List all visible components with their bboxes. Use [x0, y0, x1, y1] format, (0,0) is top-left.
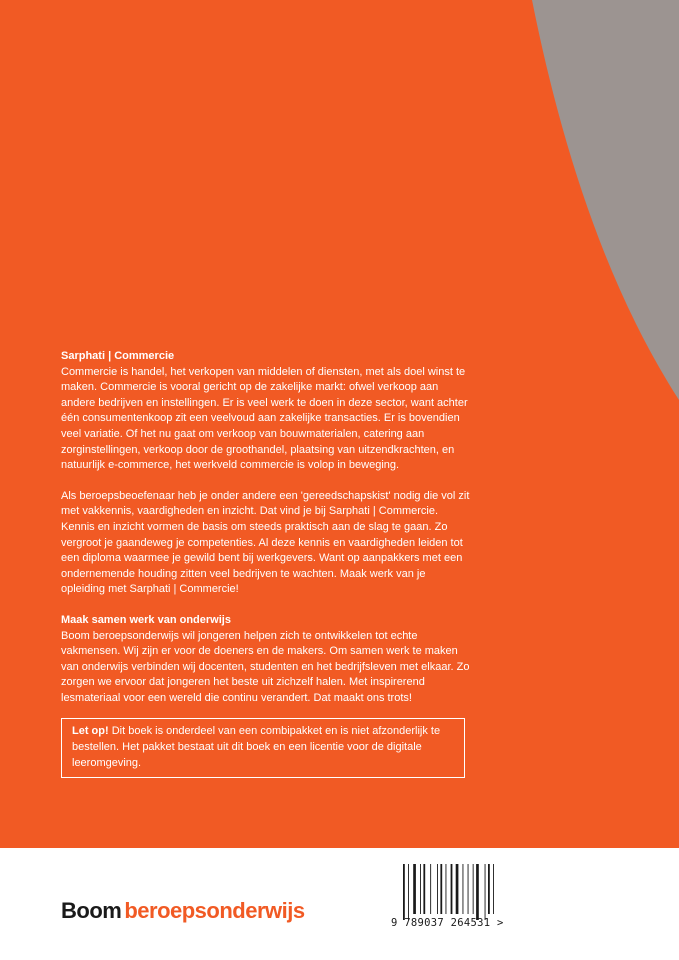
barcode-bar	[440, 864, 442, 914]
publisher-logo	[61, 898, 305, 924]
barcode-bar	[423, 864, 425, 914]
barcode-bar	[476, 864, 479, 920]
toolkit-paragraph: Als beroepsbeoefenaar heb je onder andere een 'gereedschapskist' nodig die vol zit met vakkennis, vaardigheden en inzicht. Dat vind je bij Sarphati | Commercie. Kennis en inzicht vormen de basis om steeds praktisch aan de slag te gaan. Zo vergroot je gaandeweg je competenties. Al deze kennis en vaardigheden leiden tot een diploma waarmee je gewild bent bij werkgevers. Want op aanpakkers met een ondernemende houding zitten veel bedrijven te wachten. Maak werk van je opleiding met Sarphati | Commercie!	[61, 489, 470, 596]
logo-boom: Boom	[61, 898, 122, 923]
logo-beroepsonderwijs: beroepsonderwijs	[124, 898, 305, 923]
publisher-paragraph: Boom beroepsonderwijs wil jongeren helpen zich te ontwikkelen tot echte vakmensen. Wij zijn er voor de doeners en de makers. Om samen werk te maken van onderwijs verbinden wij docenten, studenten en het bedrijfsleven met elkaar. Zo zorgen we ervoor dat jongeren het beste uit zichzelf halen. Met inspirerend lesmateriaal voor een wereld die continu verandert. Dat maakt ons trots!	[61, 629, 470, 704]
barcode-bar	[451, 864, 453, 914]
publisher-heading: Maak samen werk van onderwijs	[61, 613, 231, 626]
barcode-bar	[403, 864, 405, 920]
notice-box	[61, 718, 465, 778]
barcode-bar	[446, 864, 447, 914]
barcode-bar	[420, 864, 421, 914]
barcode-bar	[437, 864, 438, 914]
notice-label: Let op!	[72, 725, 109, 738]
barcode-bar	[430, 864, 431, 914]
barcode-bar	[473, 864, 474, 914]
barcode-bar	[468, 864, 469, 914]
barcode-bar	[488, 864, 490, 914]
barcode-bar	[413, 864, 416, 914]
barcode-bar	[408, 864, 409, 920]
isbn-number: 9 789037 264531 >	[391, 917, 504, 929]
intro-paragraph: Commercie is handel, het verkopen van middelen of diensten, met als doel winst te maken. Commercie is vooral gericht op de zakelijke markt: ofwel verkoop aan andere bedrijven en instellingen. Er is veel werk te doen in deze sector, want achter één consumentenkoop zit een veelvoud aan zakelijke transacties. Er is bovendien veel variatie. Of het nu gaat om verkoop van bouwmaterialen, catering aan zorginstellingen, verkoop door de groothandel, plaatsing van uitzendkrachten, en natuurlijk e-commerce, het werkveld commercie is volop in beweging.	[61, 365, 468, 472]
barcode-bar	[493, 864, 494, 914]
series-title: Sarphati | Commercie	[61, 350, 175, 362]
barcode-bar	[463, 864, 464, 914]
barcode-bar	[456, 864, 459, 914]
notice-text: Dit boek is onderdeel van een combipakket en is niet afzonderlijk te bestellen. Het pakket bestaat uit dit boek en een licentie voor de digitale leeromgeving.	[72, 725, 441, 769]
blurb	[61, 349, 471, 778]
barcode-bar	[485, 864, 486, 920]
